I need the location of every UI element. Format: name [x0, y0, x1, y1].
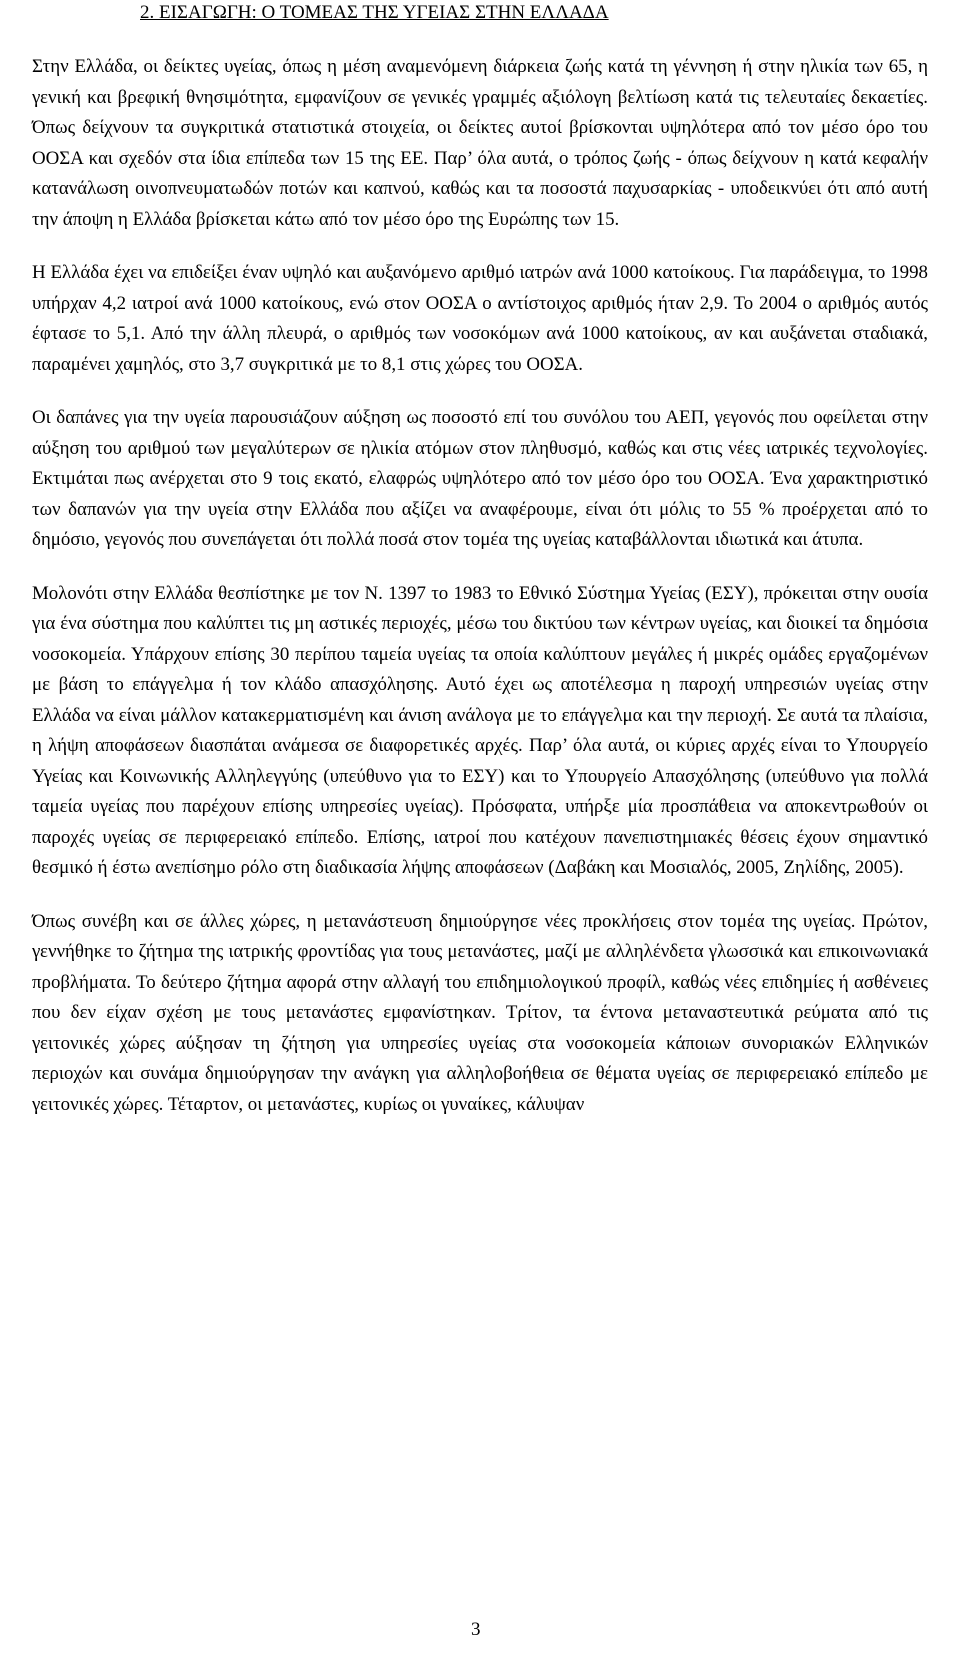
paragraph-health-expenditure: Οι δαπάνες για την υγεία παρουσιάζουν αύξηση ως ποσοστό επί του συνόλου του ΑΕΠ, γεγονός που οφείλεται στην αύξηση του αριθμού των μεγαλύτερων σε ηλικία ατόμων στον πληθυσμό, καθώς και στις νέες ιατρικές τεχνολογίες. Εκτιμάται πως ανέρχεται στο 9 τοις εκατό, ελαφρώς υψηλότερο από τον μέσο όρο του ΟΟΣΑ. Ένα χαρακτηριστικό των δαπανών για την υγεία στην Ελλάδα που αξίζει να αναφέρουμε, είναι ότι μόλις το 55 % προέρχεται από το δημόσιο, γεγονός που συνεπάγεται ότι πολλά ποσά στον τομέα της υγείας καταβάλλονται ιδιωτικά και άτυπα. [32, 407, 928, 550]
paragraph-national-health-system: Μολονότι στην Ελλάδα θεσπίστηκε με τον Ν. 1397 το 1983 το Εθνικό Σύστημα Υγείας (ΕΣΥ), πρόκειται στην ουσία για ένα σύστημα που καλύπτει τις μη αστικές περιοχές, μέσω του δικτύου των κέντρων υγείας, και διοικεί τα δημόσια νοσοκομεία. Υπάρχουν επίσης 30 περίπου ταμεία υγείας τα οποία καλύπτουν μεγάλες ή μικρές ομάδες εργαζομένων με βάση το επάγγελμα ή τον κλάδο απασχόλησης. Αυτό έχει ως αποτέλεσμα η παροχή υπηρεσιών υγείας στην Ελλάδα να είναι μάλλον κατακερματισμένη και άνιση ανάλογα με το επάγγελμα και την περιοχή. Σε αυτά τα πλαίσια, η λήψη αποφάσεων διασπάται ανάμεσα σε διαφορετικές αρχές. Παρ’ όλα αυτά, οι κύριες αρχές είναι το Υπουργείο Υγείας και Κοινωνικής Αλληλεγγύης (υπεύθυνο για το ΕΣΥ) και το Υπουργείο Απασχόλησης (υπεύθυνο για πολλά ταμεία υγείας που παρέχουν επίσης υπηρεσίες υγείας). Πρόσφατα, υπήρξε μία προσπάθεια να αποκεντρωθούν οι παροχές υγείας σε περιφερειακό επίπεδο. Επίσης, ιατροί που κατέχουν πανεπιστημιακές θέσεις έχουν σημαντικό θεσμικό ή έστω ανεπίσημο ρόλο στη διαδικασία λήψης αποφάσεων (Δαβάκη και Μοσιαλός, 2005, Ζηλίδης, 2005). [32, 582, 928, 878]
paragraph-migration: Όπως συνέβη και σε άλλες χώρες, η μετανάστευση δημιούργησε νέες προκλήσεις στον τομέα της υγείας. Πρώτον, γεννήθηκε το ζήτημα της ιατρικής φροντίδας για τους μετανάστες, μαζί με αλληλένδετα γλωσσικά και επικοινωνιακά προβλήματα. Το δεύτερο ζήτημα αφορά στην αλλαγή του επιδημιολογικού προφίλ, καθώς νέες επιδημίες ή ασθένειες που δεν είχαν σχέση με τους μετανάστες εμφανίστηκαν. Τρίτον, τα έντονα μεταναστευτικά ρεύματα από τις γειτονικές χώρες αύξησαν τη ζήτηση για υπηρεσίες υγείας στα νοσοκομεία κάποιων συνοριακών Ελληνικών περιοχών και συνάμα δημιούργησαν την ανάγκη για αλληλοβοήθεια σε θέματα υγείας σε περιφερειακό επίπεδο με γειτονικές χώρες. Τέταρτον, οι μετανάστες, κυρίως οι γυναίκες, κάλυψαν [32, 910, 928, 1115]
body-text [32, 52, 928, 1143]
section-heading: 2. ΕΙΣΑΓΩΓΗ: Ο ΤΟΜΕΑΣ ΤΗΣ ΥΓΕΙΑΣ ΣΤΗΝ ΕΛΛΑΔΑ [140, 2, 609, 23]
paragraph-health-indicators: Στην Ελλάδα, οι δείκτες υγείας, όπως η μέση αναμενόμενη διάρκεια ζωής κατά τη γέννηση ή στην ηλικία των 65, η γενική και βρεφική θνησιμότητα, εμφανίζουν σε γενικές γραμμές αξιόλογη βελτίωση κατά τις τελευταίες δεκαετίες. Όπως δείχνουν τα συγκριτικά στατιστικά στοιχεία, οι δείκτες αυτοί βρίσκονται υψηλότερα από τον μέσο όρο του ΟΟΣΑ και σχεδόν στα ίδια επίπεδα των 15 της ΕΕ. Παρ’ όλα αυτά, ο τρόπος ζωής - όπως δείχνουν η κατά κεφαλήν κατανάλωση οινοπνευματωδών ποτών και καπνού, καθώς και τα ποσοστά παχυσαρκίας - υποδεικνύει ότι από αυτή την άποψη η Ελλάδα βρίσκεται κάτω από τον μέσο όρο της Ευρώπης των 15. [32, 56, 928, 230]
page-number: 3 [471, 1619, 481, 1640]
paragraph-doctors-nurses: Η Ελλάδα έχει να επιδείξει έναν υψηλό και αυξανόμενο αριθμό ιατρών ανά 1000 κατοίκους. Για παράδειγμα, το 1998 υπήρχαν 4,2 ιατροί ανά 1000 κατοίκους, ενώ στον ΟΟΣΑ ο αντίστοιχος αριθμός ήταν 2,9. Το 2004 ο αριθμός αυτός έφτασε το 5,1. Από την άλλη πλευρά, ο αριθμός των νοσοκόμων ανά 1000 κατοίκους, αν και αυξάνεται σταδιακά, παραμένει χαμηλός, στο 3,7 συγκριτικά με το 8,1 στις χώρες του ΟΟΣΑ. [32, 262, 928, 375]
